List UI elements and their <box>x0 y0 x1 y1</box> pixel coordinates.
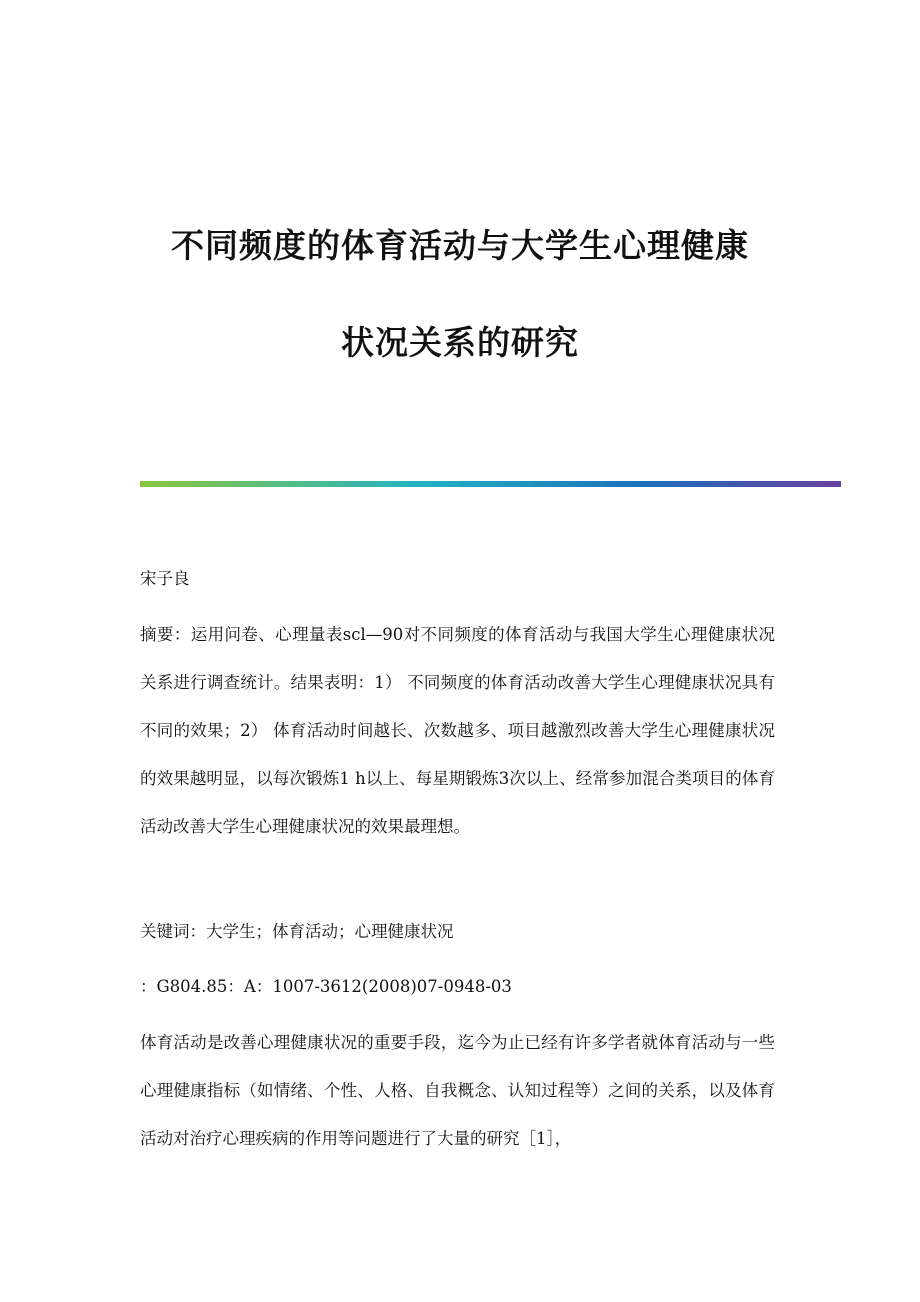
paper-title-line-2: 状况关系的研究 <box>341 323 579 362</box>
abstract-paragraph: 摘要：运用问卷、心理量表scl—90对不同频度的体育活动与我国大学生心理健康状况关系进行调查统计。结果表明：1） 不同频度的体育活动改善大学生心理健康状况具有不同的效果；2） 体育活动时间越长、次数越多、项目越激烈改善大学生心理健康状况的效果越明显，以每次锻炼1 h以上、每星期锻炼3次以上、经常参加混合类项目的体育活动改善大学生心理健康状况的效果最理想。 <box>140 625 775 836</box>
author-name: 宋子良 <box>140 569 190 588</box>
title-divider-rule <box>140 481 841 487</box>
classification-number: ：G804.85：A：1007-3612(2008)07-0948-03 <box>140 977 512 996</box>
body-paragraph: 体育活动是改善心理健康状况的重要手段，迄今为止已经有许多学者就体育活动与一些心理健康指标（如情绪、个性、人格、自我概念、认知过程等）之间的关系，以及体育活动对治疗心理疾病的作用等问题进行了大量的研究［1］， <box>140 1033 775 1148</box>
paper-title-line-1: 不同频度的体育活动与大学生心理健康 <box>171 226 749 265</box>
keywords-line: 关键词：大学生；体育活动；心理健康状况 <box>140 922 454 941</box>
